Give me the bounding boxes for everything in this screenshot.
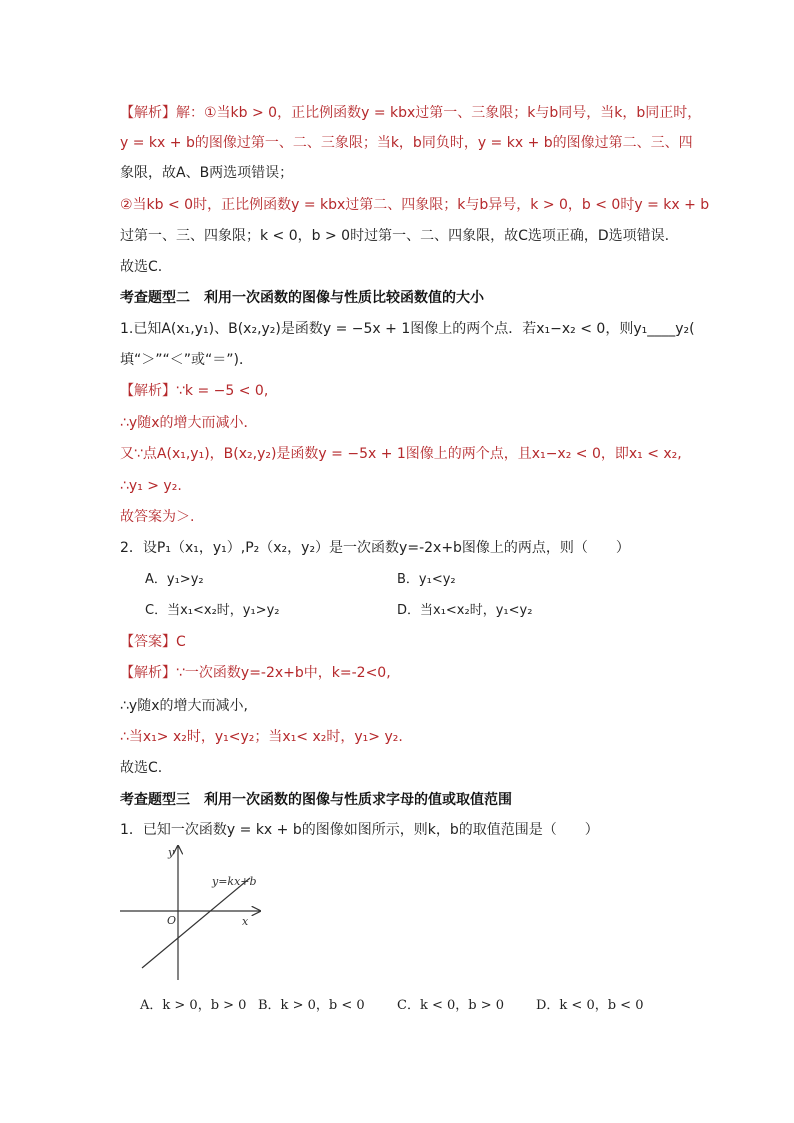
- question-3-text: 1．已知一次函数y = kx + b的图像如图所示，则k，b的取值范围是（ ）: [120, 822, 599, 838]
- question-2-option-d: D．当x₁<x₂时，y₁<y₂: [397, 603, 533, 618]
- question-3-option-d: D．k < 0，b < 0: [536, 998, 644, 1013]
- question-2-text: 2．设P₁（x₁，y₁）,P₂（x₂，y₂）是一次函数y=-2x+b图像上的两点，则（ ）: [120, 540, 630, 556]
- origin-label: O: [167, 914, 177, 927]
- question-1-line-2: 填“＞”“＜”或“＝”)．: [120, 352, 253, 368]
- answer-2-line-2: ∴y随x的增大而减小,: [120, 698, 248, 714]
- answer-2-line-1: 【解析】∵一次函数y=-2x+b中，k=-2<0,: [120, 665, 391, 681]
- section-heading-type2: 考查题型二 利用一次函数的图像与性质比较函数值的大小: [120, 290, 484, 306]
- question-3-option-c: C．k < 0，b > 0: [397, 998, 505, 1013]
- question-2-option-b: B．y₁<y₂: [397, 572, 456, 587]
- linear-function-graph: [115, 840, 270, 985]
- question-3-option-a: A．k > 0，b > 0: [140, 998, 247, 1013]
- function-label: y=kx+b: [212, 875, 257, 888]
- answer-2-line-4: 故选C.: [120, 760, 163, 776]
- analysis-line-3: 象限，故A、B两选项错误；: [120, 165, 294, 181]
- answer-2-label: 【答案】C: [120, 634, 186, 650]
- answer-1-line-2: ∴y随x的增大而减小．: [120, 415, 258, 431]
- question-2-option-c: C．当x₁<x₂时，y₁>y₂: [145, 603, 280, 618]
- analysis-line-6: 故选C.: [120, 259, 163, 275]
- answer-1-line-5: 故答案为＞.: [120, 509, 195, 525]
- y-axis-label: y: [168, 846, 175, 859]
- question-2-option-a: A．y₁>y₂: [145, 572, 204, 587]
- answer-1-line-3: 又∵点A(x₁,y₁)，B(x₂,y₂)是函数y = −5x + 1图像上的两个点，且x₁−x₂ < 0，即x₁ < x₂,: [120, 446, 682, 462]
- x-axis-label: x: [242, 915, 249, 928]
- section-heading-type3: 考查题型三 利用一次函数的图像与性质求字母的值或取值范围: [120, 792, 512, 808]
- analysis-line-2: y = kx + b的图像过第一、二、三象限；当k，b同负时，y = kx + b的图像过第二、三、四: [120, 135, 693, 151]
- question-3-option-b: B．k > 0，b < 0: [258, 998, 365, 1013]
- answer-2-line-3: ∴当x₁> x₂时，y₁<y₂；当x₁< x₂时，y₁> y₂.: [120, 729, 403, 745]
- answer-1-line-1: 【解析】∵k = −5 < 0,: [120, 383, 269, 399]
- function-line: [142, 878, 250, 968]
- question-1-line-1: 1.已知A(x₁,y₁)、B(x₂,y₂)是函数y = −5x + 1图像上的两个点．若x₁−x₂ < 0，则y₁____y₂(: [120, 321, 695, 337]
- analysis-line-1: 【解析】解：①当kb > 0，正比例函数y = kbx过第一、三象限；k与b同号，当k，b同正时，: [120, 105, 702, 121]
- analysis-line-4: ②当kb < 0时，正比例函数y = kbx过第二、四象限；k与b异号，k > 0，b < 0时y = kx + b: [120, 197, 710, 213]
- answer-1-line-4: ∴y₁ > y₂.: [120, 478, 182, 494]
- analysis-line-5: 过第一、三、四象限；k < 0，b > 0时过第一、二、四象限，故C选项正确，D选项错误.: [120, 228, 670, 244]
